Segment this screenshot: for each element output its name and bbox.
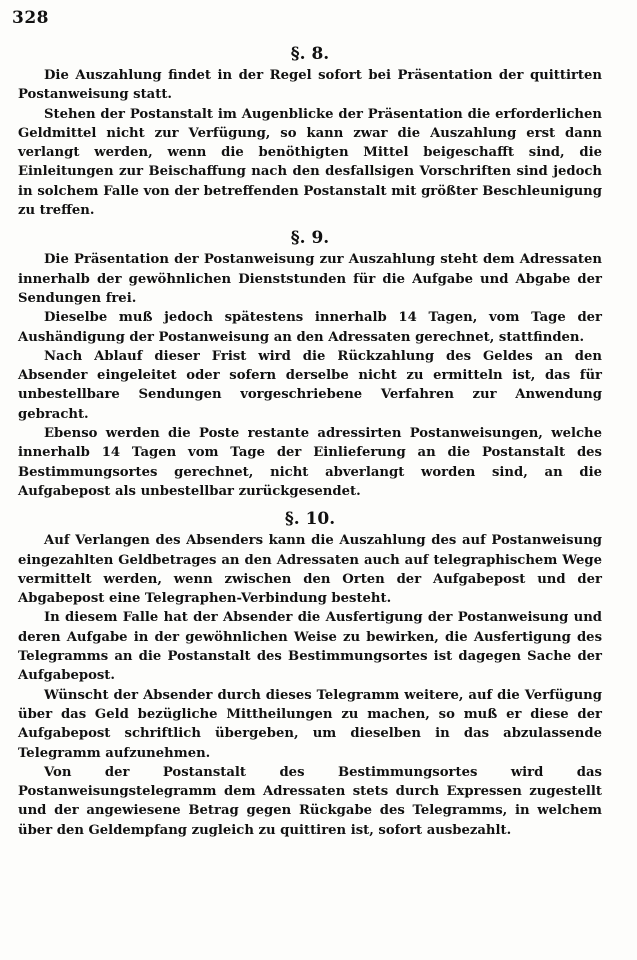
section-heading-9: §. 9.: [290, 228, 330, 249]
section-heading-8: §. 8.: [290, 44, 330, 64]
paragraph: Stehen der Postanstalt im Augenblicke der Präsentation die erforderlichen Geldmittel nicht zur Verfügung, so kann zwar die Auszahlung erst dann verlangt werden, wenn die benöthigten Mittel beigeschafft sind, die Einleitungen zur Beischaffung nach den desfallsigen Vorschriften sind jedoch in solchem Falle von der betreffenden Postanstalt mit größter Beschleunigung zu treffen.: [18, 106, 602, 219]
paragraph: Ebenso werden die Poste restante adressirten Postanweisungen, welche innerhalb 14 Tagen vom Tage der Einlieferung an die Postanstalt des Bestimmungsortes gerechnet, nicht abverlangt worden sind, an die Aufgabepost als unbestellbar zurückgesendet.: [18, 426, 602, 499]
paragraph: Die Auszahlung findet in der Regel sofort bei Präsentation der quittirten Postanweisung statt.: [18, 68, 602, 103]
page-number: 328: [12, 8, 49, 28]
paragraph: In diesem Falle hat der Absender die Ausfertigung der Postanweisung und deren Aufgabe in der gewöhnlichen Weise zu bewirken, die Ausfertigung des Telegramms an die Postanstalt des Bestimmungsortes ist dagegen Sache der Aufgabepost.: [18, 610, 602, 684]
section-heading-10: §. 10.: [284, 509, 336, 530]
paragraph: Nach Ablauf dieser Frist wird die Rückzahlung des Geldes an den Absender eingeleitet oder sofern derselbe nicht zu ermitteln ist, das für unbestellbare Sendungen vorgeschriebene Verfahren zur Anwendung gebracht.: [18, 348, 602, 422]
paragraph: Die Präsentation der Postanweisung zur Auszahlung steht dem Adressaten innerhalb der gewöhnlichen Dienststunden für die Aufgabe und Abgabe der Sendungen frei.: [18, 252, 602, 306]
paragraph: Wünscht der Absender durch dieses Telegramm weitere, auf die Verfügung über das Geld bezügliche Mittheilungen zu machen, so muß er diese der Aufgabepost schriftlich übergeben, um dieselben in das abzulassende Telegramm aufzunehmen.: [18, 687, 602, 761]
paragraph: Von der Postanstalt des Bestimmungsortes wird das Postanweisungstelegramm dem Adressaten stets durch Expressen zugestellt und der angewiesene Betrag gegen Rückgabe des Telegramms, in welchem über den Geldempfang zugleich zu quittiren ist, sofort ausbezahlt.: [18, 764, 602, 838]
paragraph: Dieselbe muß jedoch spätestens innerhalb 14 Tagen, vom Tage der Aushändigung der Postanweisung an den Adressaten gerechnet, stattfinden.: [18, 310, 602, 345]
document-body: [18, 42, 602, 840]
paragraph: Auf Verlangen des Absenders kann die Auszahlung des auf Postanweisung eingezahlten Geldbetrages an den Adressaten auch auf telegraphischem Wege vermittelt werden, wenn zwischen den Orten der Aufgabepost und der Abgabepost eine Telegraphen-Verbindung besteht.: [18, 533, 602, 607]
